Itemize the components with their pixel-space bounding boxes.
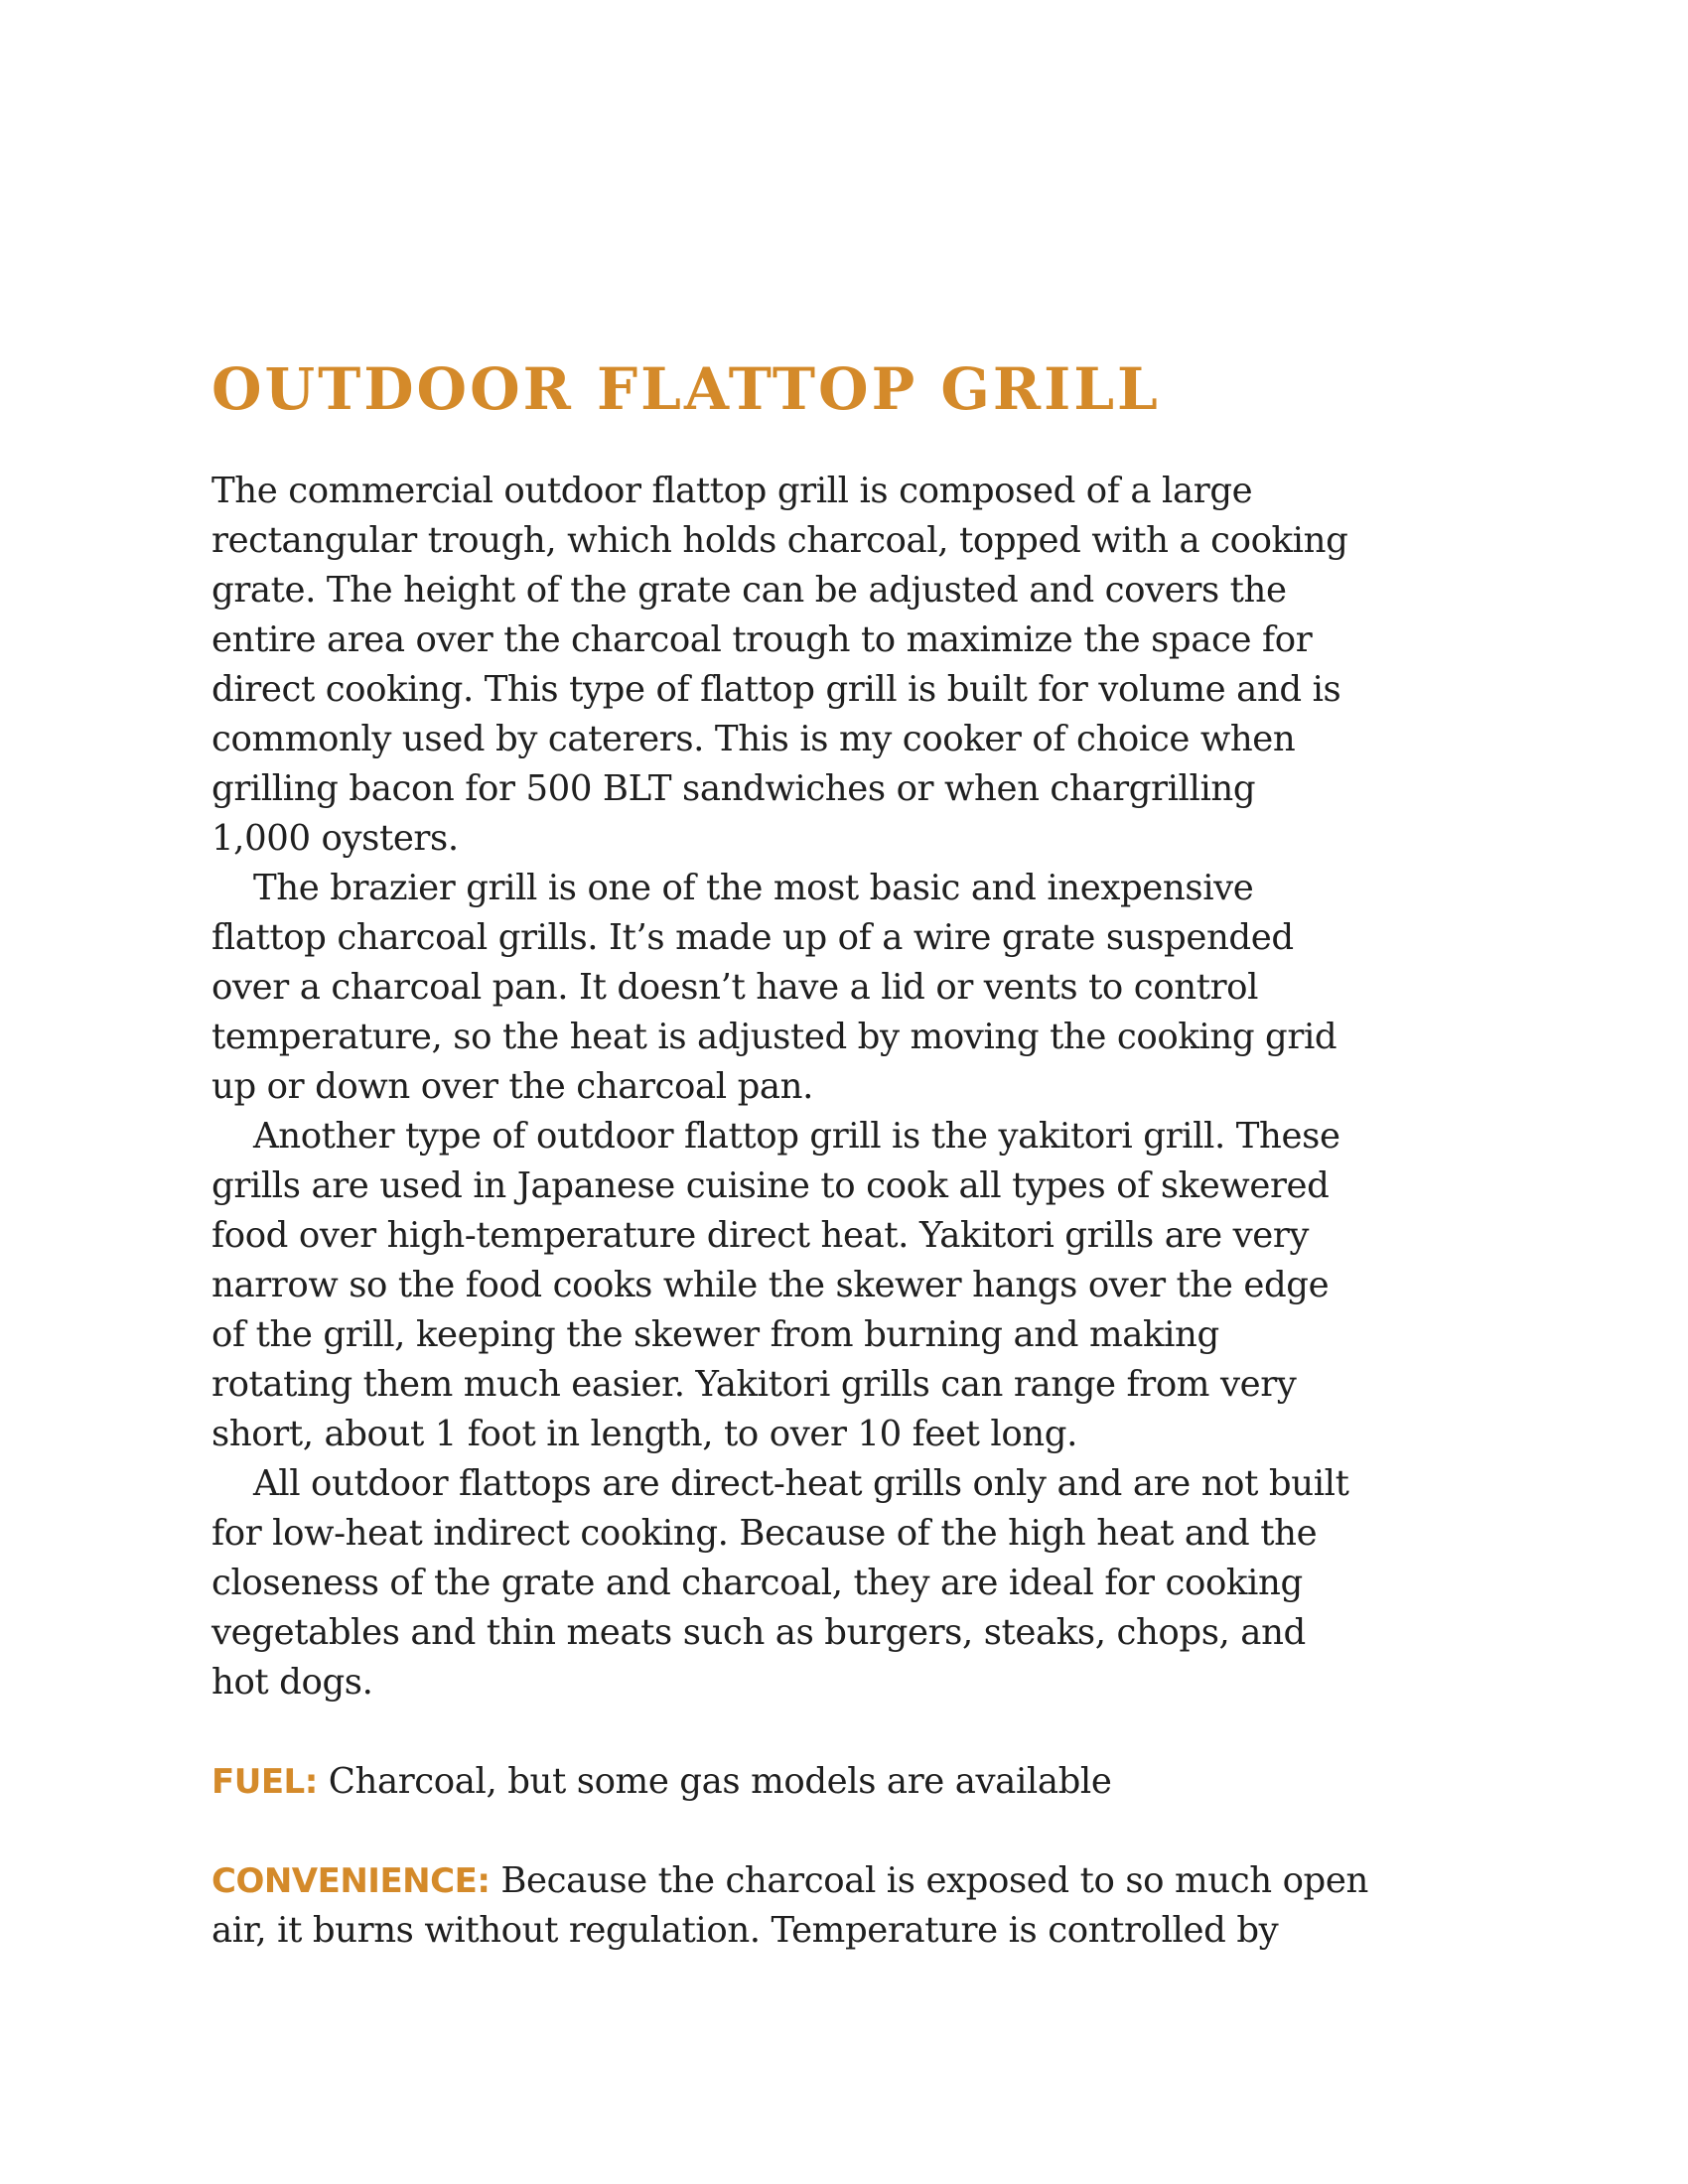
paragraph-1 xyxy=(211,467,1492,864)
text-line: grills are used in Japanese cuisine to cook all types of skewered xyxy=(211,1165,1330,1206)
text-line: grilling bacon for 500 BLT sandwiches or when chargrilling xyxy=(211,768,1256,809)
text-line: vegetables and thin meats such as burgers, steaks, chops, and xyxy=(211,1612,1306,1653)
paragraph-3 xyxy=(211,1112,1492,1459)
text-line: commonly used by caterers. This is my cooker of choice when xyxy=(211,719,1296,759)
fuel-text: Charcoal, but some gas models are available xyxy=(328,1761,1112,1802)
text-line: 1,000 oysters. xyxy=(211,818,459,859)
text-line: rectangular trough, which holds charcoal, topped with a cooking xyxy=(211,520,1348,561)
text-line: Another type of outdoor flattop grill is the yakitori grill. These xyxy=(253,1116,1340,1157)
text-line: over a charcoal pan. It doesn’t have a lid or vents to control xyxy=(211,967,1259,1008)
text-line: narrow so the food cooks while the skewer hangs over the edge xyxy=(211,1265,1330,1305)
convenience-label: CONVENIENCE: xyxy=(211,1861,491,1901)
text-line: The commercial outdoor flattop grill is composed of a large xyxy=(211,471,1253,511)
text-line: grate. The height of the grate can be adjusted and covers the xyxy=(211,570,1287,611)
text-line: short, about 1 foot in length, to over 10 feet long. xyxy=(211,1414,1077,1454)
text-line: food over high-temperature direct heat. Yakitori grills are very xyxy=(211,1215,1310,1256)
text-line: flattop charcoal grills. It’s made up of a wire grate suspended xyxy=(211,917,1294,958)
text-line: All outdoor flattops are direct-heat grills only and are not built xyxy=(253,1463,1349,1504)
paragraph-2 xyxy=(211,864,1492,1112)
text-line: hot dogs. xyxy=(211,1662,373,1703)
text-line: up or down over the charcoal pan. xyxy=(211,1066,814,1107)
convenience-line xyxy=(211,1856,1492,1906)
convenience-spec xyxy=(211,1856,1492,1956)
fuel-spec xyxy=(211,1757,1492,1807)
text-line: The brazier grill is one of the most basic and inexpensive xyxy=(253,868,1254,908)
text-line: for low-heat indirect cooking. Because of the high heat and the xyxy=(211,1513,1318,1554)
text-line: closeness of the grate and charcoal, they are ideal for cooking xyxy=(211,1563,1303,1603)
text-line: of the grill, keeping the skewer from burning and making xyxy=(211,1314,1219,1355)
convenience-text: Because the charcoal is exposed to so much open xyxy=(500,1860,1368,1901)
fuel-label: FUEL: xyxy=(211,1762,318,1802)
fuel-line xyxy=(211,1757,1492,1807)
text-line: rotating them much easier. Yakitori grills can range from very xyxy=(211,1364,1297,1405)
text-line: temperature, so the heat is adjusted by moving the cooking grid xyxy=(211,1017,1337,1057)
text-line: air, it burns without regulation. Temperature is controlled by xyxy=(211,1910,1279,1951)
text-line: entire area over the charcoal trough to maximize the space for xyxy=(211,619,1313,660)
article-body xyxy=(211,467,1492,1956)
text-line: direct cooking. This type of flattop grill is built for volume and is xyxy=(211,669,1341,710)
paragraph-4 xyxy=(211,1459,1492,1707)
page-title: OUTDOOR FLATTOP GRILL xyxy=(211,355,1161,423)
